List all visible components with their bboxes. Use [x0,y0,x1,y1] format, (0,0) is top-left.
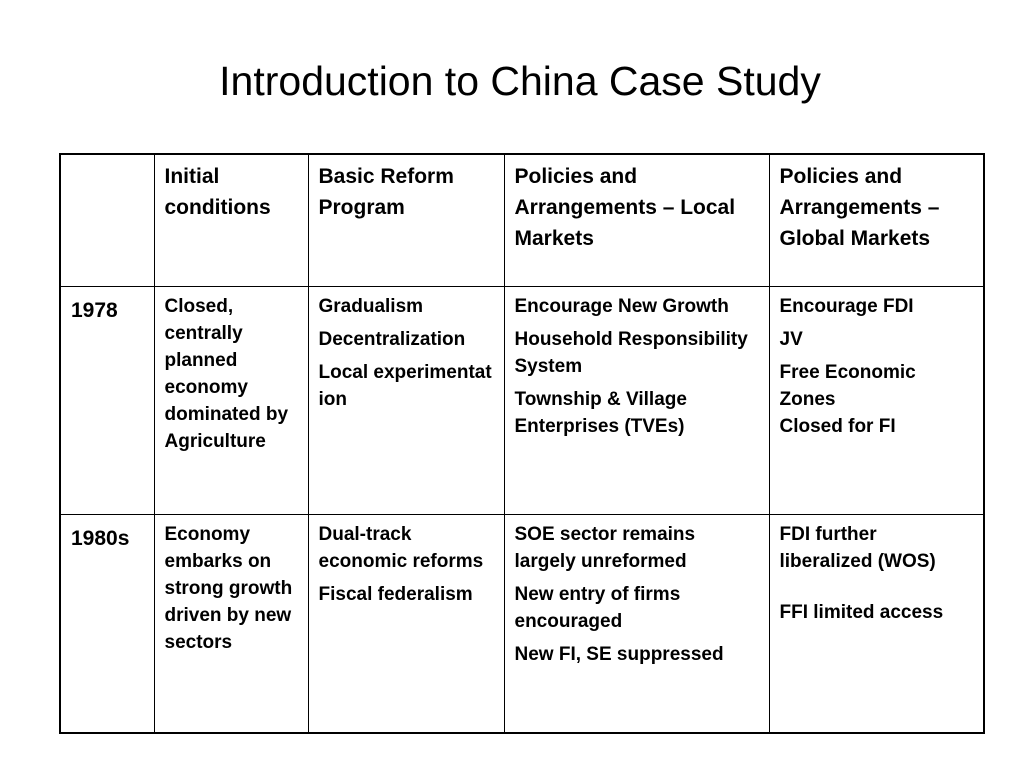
cell-item: Free Economic Zones [779,361,916,410]
local-markets-cell [504,286,769,514]
cell-item: Township & Village Enterprises (TVEs) [514,388,687,437]
table-row [60,514,984,733]
header-local-markets: Policies and Arrangements – Local Markets [504,154,769,286]
cell-item: JV [779,328,803,350]
cell-item: Local experimentation [318,361,492,410]
cell-item: Closed for FI [779,415,896,437]
cell-item: Decentralization [318,328,466,350]
china-case-table [59,153,985,734]
cell-item: Household Responsibility System [514,328,748,377]
header-initial-conditions: Initial conditions [154,154,308,286]
global-markets-cell [769,286,984,514]
cell-item: FDI further liberalized (WOS) [779,523,936,572]
cell-item: Dual-track economic reforms [318,523,484,572]
cell-item: Encourage FDI [779,295,914,317]
basic-reform-cell [308,286,504,514]
initial-conditions-cell [154,514,308,733]
cell-text: Closed, centrally planned economy dominated by Agriculture [164,295,289,452]
cell-text: Economy embarks on strong growth driven by new sectors [164,523,293,653]
slide-title: Introduction to China Case Study [219,58,821,104]
header-empty-cell [60,154,154,286]
row-year-cell: 1980s [60,514,154,733]
table-row [60,286,984,514]
table-header-row [60,154,984,286]
cell-item: Gradualism [318,295,424,317]
cell-item: FFI limited access [779,601,944,623]
header-global-markets: Policies and Arrangements – Global Markets [769,154,984,286]
cell-item: New FI, SE suppressed [514,643,724,665]
cell-item: SOE sector remains largely unreformed [514,523,696,572]
initial-conditions-cell [154,286,308,514]
basic-reform-cell [308,514,504,733]
cell-item: New entry of firms encouraged [514,583,681,632]
row-year-cell: 1978 [60,286,154,514]
cell-item: Fiscal federalism [318,583,473,605]
header-basic-reform-program: Basic Reform Program [308,154,504,286]
global-markets-cell [769,514,984,733]
cell-item: Encourage New Growth [514,295,729,317]
local-markets-cell [504,514,769,733]
